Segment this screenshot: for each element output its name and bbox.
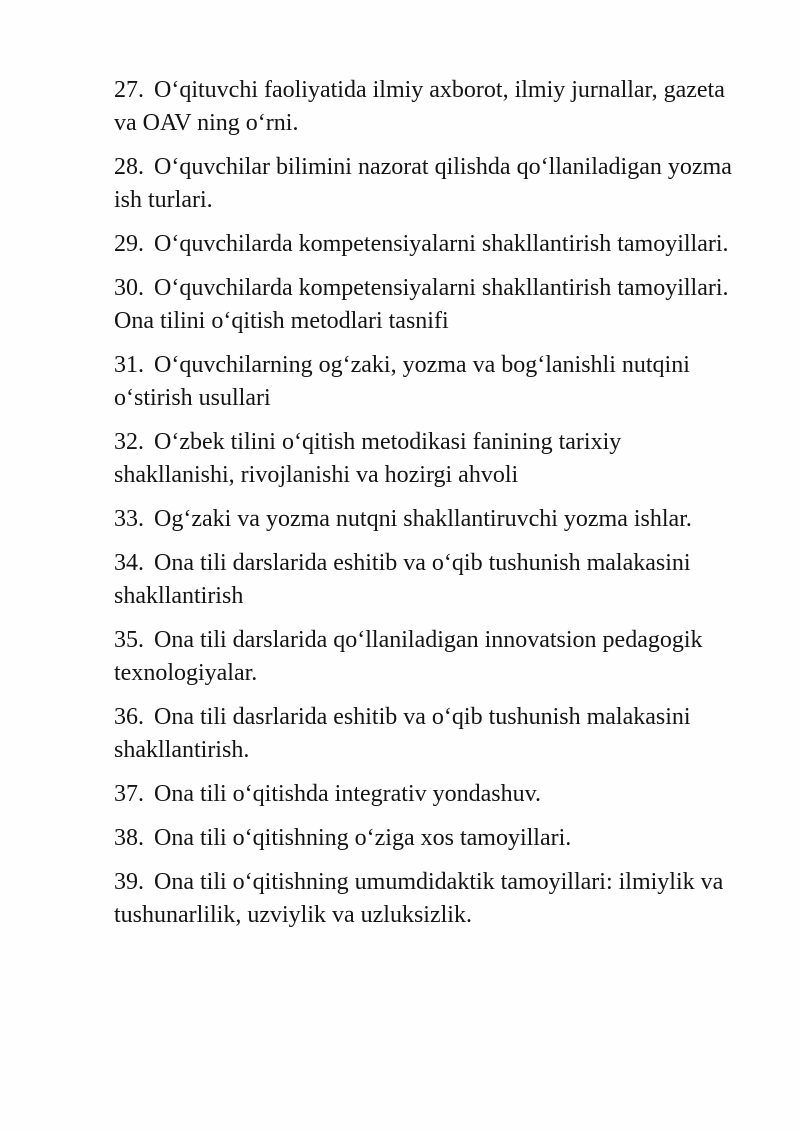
item-number: 35. xyxy=(114,627,144,653)
item-text: O‘quvchilarda kompetensiyalarni shakllantirish tamoyillari. Ona tilini o‘qitish metodlari tasnifi xyxy=(114,275,729,334)
list-item xyxy=(114,74,744,140)
item-text: Ona tili darslarida qo‘llaniladigan innovatsion pedagogik texnologiyalar. xyxy=(114,627,703,686)
item-number: 30. xyxy=(114,275,144,301)
item-text: Ona tili o‘qitishning umumdidaktik tamoyillari: ilmiylik va tushunarlilik, uzviylik va uzluksizlik. xyxy=(114,869,724,928)
item-text: O‘quvchilarda kompetensiyalarni shakllantirish tamoyillari. xyxy=(154,231,729,257)
list-item xyxy=(114,624,744,690)
item-text: Ona tili dasrlarida eshitib va o‘qib tushunish malakasini shakllantirish. xyxy=(114,704,691,763)
list-item xyxy=(114,701,744,767)
item-text: O‘quvchilar bilimini nazorat qilishda qo‘llaniladigan yozma ish turlari. xyxy=(114,154,732,213)
topic-list xyxy=(114,74,744,943)
list-item xyxy=(114,778,744,811)
list-item xyxy=(114,822,744,855)
item-text: Ona tili o‘qitishda integrativ yondashuv. xyxy=(154,781,542,807)
item-number: 33. xyxy=(114,506,144,532)
item-number: 39. xyxy=(114,869,144,895)
list-item xyxy=(114,349,744,415)
item-number: 37. xyxy=(114,781,144,807)
item-text: O‘qituvchi faoliyatida ilmiy axborot, ilmiy jurnallar, gazeta va OAV ning o‘rni. xyxy=(114,77,725,136)
list-item xyxy=(114,426,744,492)
item-text: O‘quvchilarning og‘zaki, yozma va bog‘lanishli nutqini o‘stirish usullari xyxy=(114,352,690,411)
list-item xyxy=(114,547,744,613)
item-text: Ona tili o‘qitishning o‘ziga xos tamoyillari. xyxy=(154,825,572,851)
item-number: 31. xyxy=(114,352,144,378)
list-item xyxy=(114,503,744,536)
item-number: 36. xyxy=(114,704,144,730)
item-text: O‘zbek tilini o‘qitish metodikasi fanining tarixiy shakllanishi, rivojlanishi va hozirgi ahvoli xyxy=(114,429,622,488)
list-item xyxy=(114,151,744,217)
item-number: 32. xyxy=(114,429,144,455)
item-text: Ona tili darslarida eshitib va o‘qib tushunish malakasini shakllantirish xyxy=(114,550,691,609)
item-number: 29. xyxy=(114,231,144,257)
item-number: 34. xyxy=(114,550,144,576)
list-item xyxy=(114,228,744,261)
item-number: 38. xyxy=(114,825,144,851)
item-text: Og‘zaki va yozma nutqni shakllantiruvchi yozma ishlar. xyxy=(154,506,692,532)
list-item xyxy=(114,272,744,338)
item-number: 28. xyxy=(114,154,144,180)
list-item xyxy=(114,866,744,932)
item-number: 27. xyxy=(114,77,144,103)
